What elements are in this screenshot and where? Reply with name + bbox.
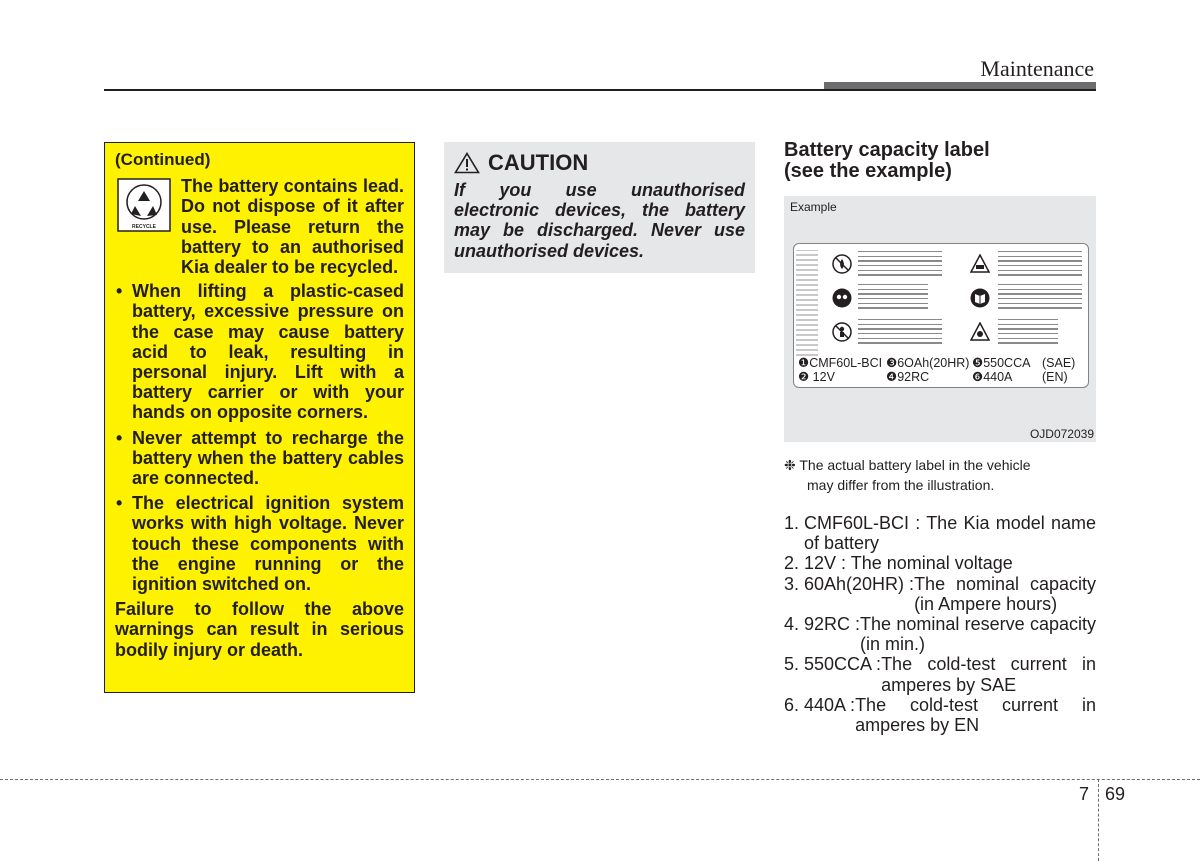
definition-term: 440A xyxy=(804,694,846,715)
example-caption: Example xyxy=(790,200,837,214)
definition-term-wrap xyxy=(804,614,860,654)
label-side-text xyxy=(796,250,818,356)
definition-number: 4. xyxy=(784,614,800,635)
no-flame-icon xyxy=(832,254,852,274)
definition-term: 550CCA xyxy=(804,654,872,675)
example-figure xyxy=(784,196,1096,442)
footer-divider xyxy=(0,779,1200,780)
eye-protection-icon xyxy=(832,288,852,308)
definition-term: CMF60L-BCI xyxy=(804,513,910,533)
image-code: OJD072039 xyxy=(1029,427,1094,441)
label-text-instructions xyxy=(998,284,1082,312)
failure-warning: Failure to follow the above warnings can result in serious bodily injury or death. xyxy=(115,599,404,660)
caution-heading xyxy=(454,150,745,176)
label-text-explosive xyxy=(998,319,1058,347)
definition-term-wrap xyxy=(804,574,914,614)
caution-text: If you use unauthorised electronic devices, the battery may be discharged. Never use unauthorised devices. xyxy=(454,180,745,261)
definition-item xyxy=(784,574,1096,614)
definition-separator: : xyxy=(871,654,882,675)
spec-voltage: ❷ 12V xyxy=(798,370,835,384)
note-symbol: ❉ xyxy=(784,457,796,473)
header-rule xyxy=(104,89,1096,91)
battery-label-title-line1: Battery capacity label xyxy=(784,139,990,161)
definition-desc: The nominal voltage xyxy=(850,553,1013,574)
spec-cca: ❺550CCA xyxy=(972,356,1031,370)
definition-desc: The Kia model name of battery xyxy=(804,513,1096,554)
warning-bullet-recharge: • Never attempt to recharge the battery when the battery cables are connected. xyxy=(115,428,404,489)
caution-box xyxy=(444,142,755,273)
label-text-eyes xyxy=(858,284,928,312)
recycle-text: The battery contains lead. Do not dispose of it after use. Please return the battery to an authorised Kia dealer to be recycled. xyxy=(181,176,404,278)
definition-item xyxy=(784,553,1096,573)
battery-label-illustration xyxy=(793,243,1089,388)
definition-item xyxy=(784,654,1096,694)
caution-heading-text: CAUTION xyxy=(488,150,589,175)
definition-body xyxy=(804,614,1096,654)
definition-body xyxy=(804,654,1096,694)
definition-body xyxy=(804,513,1096,553)
note-line1: The actual battery label in the vehicle xyxy=(799,457,1031,473)
label-text-acid xyxy=(998,251,1082,279)
illustration-note xyxy=(784,455,1096,495)
corrosive-icon xyxy=(970,254,990,274)
warning-bullet-lifting: • When lifting a plastic-cased battery, excessive pressure on the case may cause battery acid to leak, resulting in personal injury. Lift with a battery carrier or with your hands on opposite corners. xyxy=(115,281,404,422)
spec-row xyxy=(798,370,1088,384)
warning-box xyxy=(104,142,415,693)
keep-from-children-icon xyxy=(832,322,852,342)
definition-desc: The nominal reserve capacity (in min.) xyxy=(860,614,1096,655)
definition-separator: : xyxy=(836,553,851,574)
definition-separator: : xyxy=(850,614,861,635)
definition-term-wrap xyxy=(804,654,881,694)
definition-body xyxy=(804,553,1096,573)
recycle-icon-text: RECYCLE xyxy=(132,224,156,231)
spec-model: ❶CMF60L-BCI xyxy=(798,356,883,370)
definition-number: 6. xyxy=(784,694,800,715)
label-text-children xyxy=(858,319,942,347)
definition-desc: The cold-test current in amperes by EN xyxy=(855,694,1096,736)
definition-term-wrap xyxy=(804,695,855,735)
definition-number: 1. xyxy=(784,513,800,533)
battery-spec-grid xyxy=(798,356,1088,384)
recycle-icon xyxy=(117,178,171,232)
note-line2: may differ from the illustration. xyxy=(807,477,995,493)
spec-row xyxy=(798,356,1088,370)
continued-label: (Continued) xyxy=(115,150,211,169)
definition-number: 5. xyxy=(784,654,800,675)
spec-en-current: ❻440A xyxy=(972,370,1013,384)
definition-desc: The cold-test current in amperes by SAE xyxy=(881,654,1096,695)
definition-term: 92RC xyxy=(804,614,851,635)
definition-number: 3. xyxy=(784,573,800,594)
definition-separator: : xyxy=(904,573,915,594)
definition-body xyxy=(804,695,1096,735)
definition-desc: The nominal capacity (in Ampere hours) xyxy=(914,573,1096,614)
definition-item xyxy=(784,695,1096,735)
definition-list xyxy=(784,513,1096,735)
page-section-title: Maintenance xyxy=(980,56,1094,81)
definition-body xyxy=(804,574,1096,614)
chapter-number: 7 xyxy=(1079,784,1090,804)
spec-en: (EN) xyxy=(1042,370,1068,384)
definition-separator: : xyxy=(845,694,856,715)
definition-item xyxy=(784,614,1096,654)
spec-sae: (SAE) xyxy=(1042,356,1076,370)
warning-bullets xyxy=(115,281,404,594)
header-rule-thick xyxy=(824,82,1096,89)
definition-term: 12V xyxy=(804,553,837,574)
definition-term: 60Ah(20HR) xyxy=(804,573,905,594)
definition-separator: : xyxy=(909,513,927,533)
label-text-flammables xyxy=(858,251,942,279)
recycle-notice xyxy=(115,176,404,277)
spec-capacity: ❸6OAh(20HR) xyxy=(886,356,970,370)
spec-reserve: ❹92RC xyxy=(886,370,930,384)
definition-number: 2. xyxy=(784,553,800,574)
warning-triangle-icon xyxy=(454,152,480,174)
explosive-icon xyxy=(970,322,990,342)
footer-vertical-divider xyxy=(1098,779,1099,861)
warning-bullet-ignition: • The electrical ignition system works with high voltage. Never touch these components with the engine running or the ignition switched on. xyxy=(115,493,404,594)
battery-label-title-line2: (see the example) xyxy=(784,160,952,182)
definition-item xyxy=(784,513,1096,553)
page-number: 69 xyxy=(1105,784,1126,804)
battery-label-title xyxy=(784,140,1096,182)
read-manual-icon xyxy=(970,288,990,308)
